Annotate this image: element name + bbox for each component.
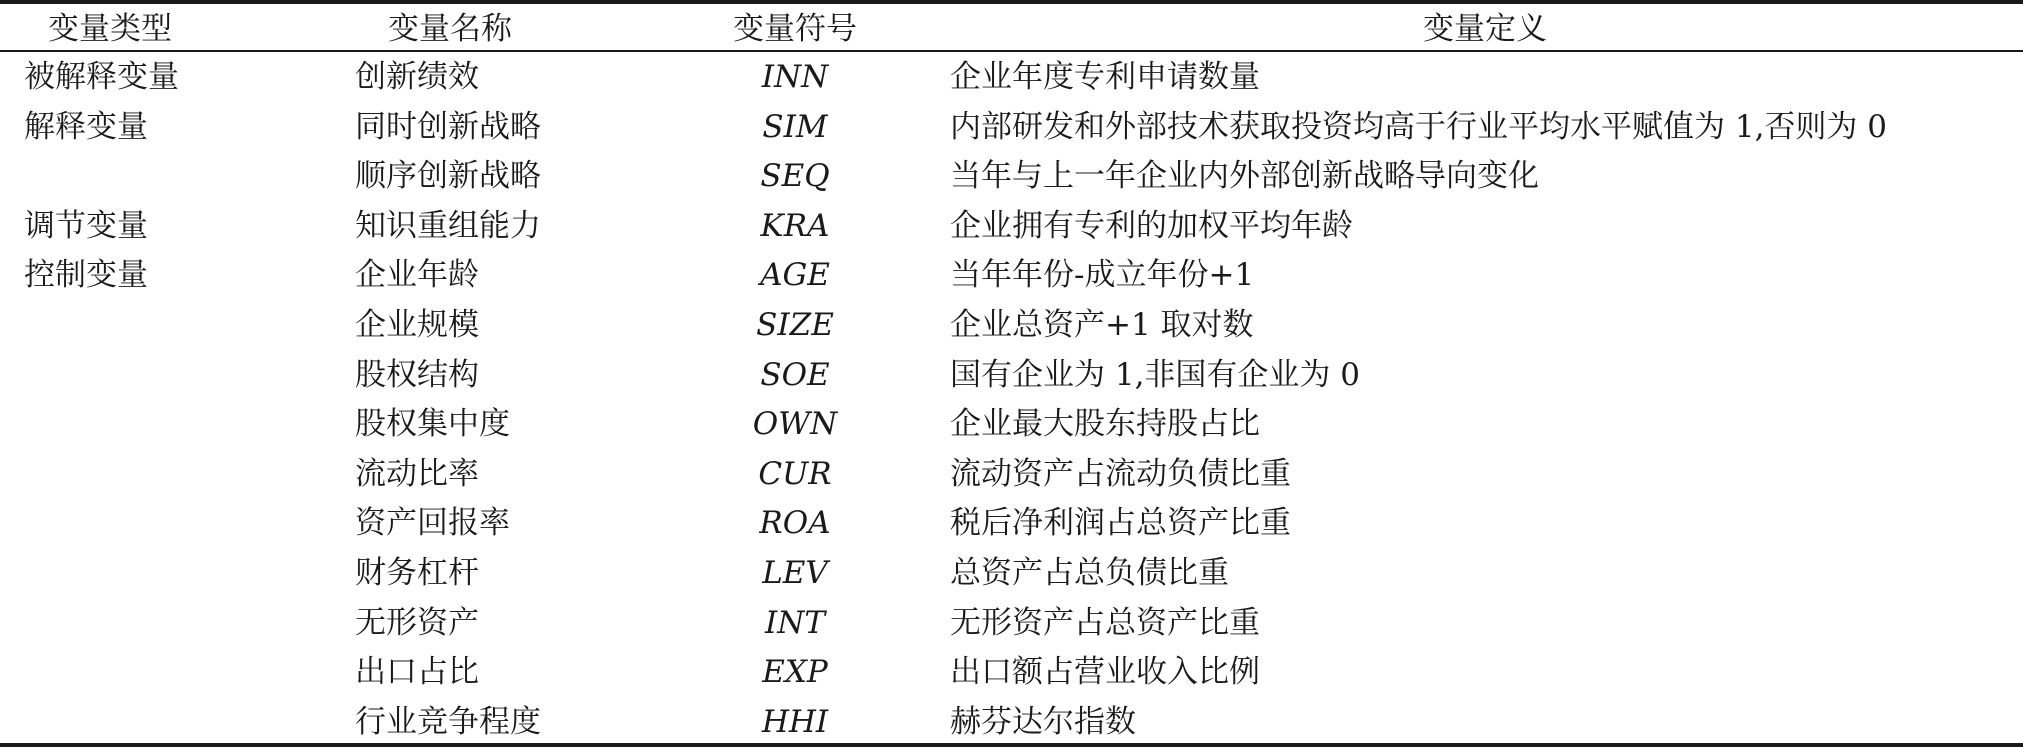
definition-cell: 企业最大股东持股占比 xyxy=(950,406,1260,443)
type-cell xyxy=(24,647,284,697)
table-row xyxy=(0,399,2023,449)
table-header xyxy=(0,4,2023,54)
name-cell: 财务杠杆 xyxy=(355,555,479,591)
symbol-cell: OWN xyxy=(752,406,838,443)
name-cell: 企业年龄 xyxy=(355,257,479,294)
symbol-cell: AGE xyxy=(760,257,830,294)
type-cell xyxy=(24,350,284,400)
symbol-cell: SIM xyxy=(762,108,828,145)
table-row xyxy=(0,548,2023,598)
table-row xyxy=(0,300,2023,350)
symbol-cell: EXP xyxy=(762,654,828,691)
symbol-cell: INN xyxy=(761,59,829,95)
bottom-rule xyxy=(0,743,2023,747)
symbol-cell: KRA xyxy=(760,207,830,244)
name-cell: 股权结构 xyxy=(355,356,479,393)
type-cell xyxy=(24,697,284,747)
definition-cell: 当年年份-成立年份+1 xyxy=(950,257,1255,294)
header-definition: 变量定义 xyxy=(1423,11,1547,47)
name-cell: 同时创新战略 xyxy=(355,108,541,145)
table-row xyxy=(0,498,2023,548)
definition-cell: 赫芬达尔指数 xyxy=(950,703,1136,740)
type-cell xyxy=(24,449,284,499)
definition-cell: 无形资产占总资产比重 xyxy=(950,604,1260,641)
type-cell xyxy=(24,498,284,548)
type-cell xyxy=(24,399,284,449)
table-row xyxy=(0,647,2023,697)
definition-cell: 国有企业为 1,非国有企业为 0 xyxy=(950,356,1361,393)
type-cell: 被解释变量 xyxy=(24,59,179,95)
type-cell: 解释变量 xyxy=(24,108,148,145)
symbol-cell: ROA xyxy=(759,505,831,542)
type-cell xyxy=(24,548,284,598)
table-row xyxy=(0,250,2023,300)
table-row xyxy=(0,201,2023,251)
definition-cell: 总资产占总负债比重 xyxy=(950,555,1229,591)
table-row xyxy=(0,151,2023,201)
definition-cell: 内部研发和外部技术获取投资均高于行业平均水平赋值为 1,否则为 0 xyxy=(950,108,1888,145)
table-row xyxy=(0,102,2023,152)
type-cell xyxy=(24,598,284,648)
type-cell: 调节变量 xyxy=(24,207,148,244)
name-cell: 顺序创新战略 xyxy=(355,158,541,195)
definition-cell: 企业总资产+1 取对数 xyxy=(950,307,1254,343)
symbol-cell: INT xyxy=(764,604,826,641)
symbol-cell: SEQ xyxy=(760,158,830,195)
definition-cell: 企业年度专利申请数量 xyxy=(950,59,1260,95)
header-type: 变量类型 xyxy=(48,11,172,47)
name-cell: 股权集中度 xyxy=(355,406,510,443)
name-cell: 创新绩效 xyxy=(355,59,479,95)
symbol-cell: CUR xyxy=(758,455,832,492)
table-row xyxy=(0,350,2023,400)
symbol-cell: SOE xyxy=(760,356,830,393)
definition-cell: 出口额占营业收入比例 xyxy=(950,654,1260,691)
header-name: 变量名称 xyxy=(388,11,512,47)
name-cell: 行业竞争程度 xyxy=(355,703,541,740)
definition-cell: 当年与上一年企业内外部创新战略导向变化 xyxy=(950,158,1539,195)
name-cell: 知识重组能力 xyxy=(355,207,541,244)
type-cell: 控制变量 xyxy=(24,257,148,294)
header-symbol: 变量符号 xyxy=(733,11,857,47)
definition-cell: 税后净利润占总资产比重 xyxy=(950,505,1291,542)
definition-cell: 流动资产占流动负债比重 xyxy=(950,455,1291,492)
name-cell: 企业规模 xyxy=(355,307,479,343)
definition-cell: 企业拥有专利的加权平均年龄 xyxy=(950,207,1353,244)
name-cell: 资产回报率 xyxy=(355,505,510,542)
name-cell: 出口占比 xyxy=(355,654,479,691)
name-cell: 无形资产 xyxy=(355,604,479,641)
table-row xyxy=(0,598,2023,648)
type-cell xyxy=(24,300,284,350)
symbol-cell: SIZE xyxy=(756,307,834,343)
type-cell xyxy=(24,151,284,201)
table-row xyxy=(0,449,2023,499)
symbol-cell: LEV xyxy=(762,555,828,591)
symbol-cell: HHI xyxy=(761,703,829,740)
table-row xyxy=(0,52,2023,102)
table-row xyxy=(0,697,2023,747)
name-cell: 流动比率 xyxy=(355,455,479,492)
